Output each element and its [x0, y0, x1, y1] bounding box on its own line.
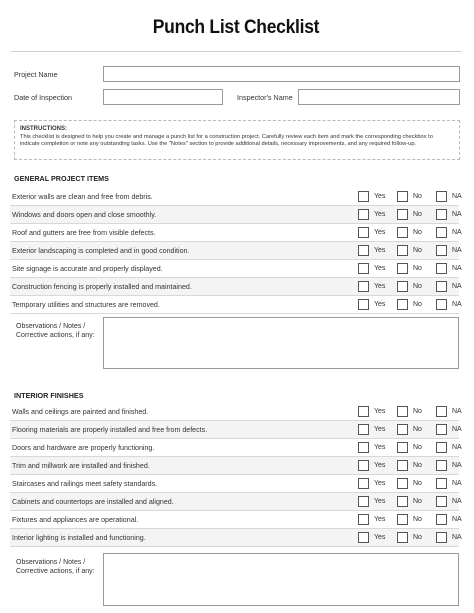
observations-field[interactable] [103, 317, 459, 369]
title-divider [11, 51, 462, 52]
inspector-name-label: Inspector's Name [237, 93, 293, 102]
checklist-item-text: Exterior walls are clean and free from debris. [12, 193, 153, 201]
checklist-row [10, 403, 462, 421]
section-title: GENERAL PROJECT ITEMS [14, 174, 109, 183]
yes-checkbox[interactable] [358, 406, 369, 417]
project-name-label: Project Name [14, 70, 58, 79]
checklist-item-text: Staircases and railings meet safety standards. [12, 480, 158, 488]
yes-label: Yes [374, 534, 386, 541]
checklist-row [10, 242, 462, 260]
na-label: NA [452, 193, 462, 200]
checklist-item-text: Walls and ceilings are painted and finished. [12, 408, 149, 416]
na-label: NA [452, 534, 462, 541]
no-label: No [413, 229, 422, 236]
yes-checkbox[interactable] [358, 227, 369, 238]
checklist-item-text: Interior lighting is installed and functioning. [12, 534, 146, 542]
yes-label: Yes [374, 462, 386, 469]
observations-label: Observations / Notes / Corrective actions, if any: [16, 323, 95, 339]
na-label: NA [452, 301, 462, 308]
instructions-text: This checklist is designed to help you create and manage a punch list for a construction project. Carefully review each item and mark the corresponding checkbox to indicate completion or note any outstanding tasks. Use the "Notes" section to provide additional details, necessary improvements, and any required follow-up. [20, 134, 433, 147]
date-of-inspection-label: Date of Inspection [14, 93, 72, 102]
na-checkbox[interactable] [436, 209, 447, 220]
no-checkbox[interactable] [397, 191, 408, 202]
instructions-box [14, 120, 460, 160]
checklist-row [10, 260, 462, 278]
no-label: No [413, 498, 422, 505]
checklist-row [10, 493, 462, 511]
na-checkbox[interactable] [436, 496, 447, 507]
checklist-item-text: Temporary utilities and structures are removed. [12, 301, 160, 309]
checklist-row [10, 421, 462, 439]
yes-checkbox[interactable] [358, 281, 369, 292]
checklist-item-text: Construction fencing is properly installed and maintained. [12, 283, 192, 291]
checklist-row [10, 296, 462, 314]
na-checkbox[interactable] [436, 245, 447, 256]
section-title: INTERIOR FINISHES [14, 391, 84, 400]
no-label: No [413, 211, 422, 218]
na-checkbox[interactable] [436, 281, 447, 292]
no-label: No [413, 426, 422, 433]
na-checkbox[interactable] [436, 532, 447, 543]
no-label: No [413, 444, 422, 451]
yes-label: Yes [374, 211, 386, 218]
no-label: No [413, 408, 422, 415]
na-label: NA [452, 408, 462, 415]
yes-label: Yes [374, 480, 386, 487]
no-label: No [413, 265, 422, 272]
na-label: NA [452, 265, 462, 272]
checklist-row [10, 278, 462, 296]
na-label: NA [452, 247, 462, 254]
no-checkbox[interactable] [397, 442, 408, 453]
na-checkbox[interactable] [436, 299, 447, 310]
yes-checkbox[interactable] [358, 460, 369, 471]
no-checkbox[interactable] [397, 496, 408, 507]
date-of-inspection-field[interactable] [103, 89, 223, 105]
yes-label: Yes [374, 426, 386, 433]
checklist-row [10, 529, 462, 547]
yes-checkbox[interactable] [358, 191, 369, 202]
yes-checkbox[interactable] [358, 424, 369, 435]
yes-checkbox[interactable] [358, 209, 369, 220]
na-checkbox[interactable] [436, 424, 447, 435]
checklist-row [10, 224, 462, 242]
na-checkbox[interactable] [436, 406, 447, 417]
no-checkbox[interactable] [397, 424, 408, 435]
yes-label: Yes [374, 229, 386, 236]
checklist-row [10, 439, 462, 457]
checklist-row [10, 511, 462, 529]
checklist-item-text: Roof and gutters are free from visible defects. [12, 229, 156, 237]
no-checkbox[interactable] [397, 406, 408, 417]
yes-label: Yes [374, 193, 386, 200]
inspector-name-field[interactable] [298, 89, 460, 105]
yes-checkbox[interactable] [358, 478, 369, 489]
no-label: No [413, 193, 422, 200]
no-checkbox[interactable] [397, 263, 408, 274]
checklist-item-text: Exterior landscaping is completed and in good condition. [12, 247, 190, 255]
yes-checkbox[interactable] [358, 299, 369, 310]
yes-checkbox[interactable] [358, 245, 369, 256]
yes-checkbox[interactable] [358, 442, 369, 453]
yes-checkbox[interactable] [358, 532, 369, 543]
no-label: No [413, 283, 422, 290]
yes-label: Yes [374, 516, 386, 523]
no-label: No [413, 462, 422, 469]
checklist-row [10, 188, 462, 206]
checklist-item-text: Fixtures and appliances are operational. [12, 516, 139, 524]
na-label: NA [452, 498, 462, 505]
na-checkbox[interactable] [436, 191, 447, 202]
no-checkbox[interactable] [397, 227, 408, 238]
yes-label: Yes [374, 444, 386, 451]
checklist-item-text: Site signage is accurate and properly displayed. [12, 265, 163, 273]
na-checkbox[interactable] [436, 514, 447, 525]
na-checkbox[interactable] [436, 227, 447, 238]
checklist-row [10, 457, 462, 475]
no-label: No [413, 247, 422, 254]
na-label: NA [452, 444, 462, 451]
no-checkbox[interactable] [397, 478, 408, 489]
checklist-item-text: Flooring materials are properly installed and free from defects. [12, 426, 208, 434]
checklist-item-text: Trim and millwork are installed and finished. [12, 462, 150, 470]
na-label: NA [452, 516, 462, 523]
yes-checkbox[interactable] [358, 514, 369, 525]
yes-checkbox[interactable] [358, 263, 369, 274]
no-checkbox[interactable] [397, 532, 408, 543]
na-checkbox[interactable] [436, 460, 447, 471]
yes-label: Yes [374, 498, 386, 505]
no-checkbox[interactable] [397, 209, 408, 220]
checklist-item-text: Windows and doors open and close smoothly. [12, 211, 157, 219]
yes-checkbox[interactable] [358, 496, 369, 507]
checklist-row [10, 206, 462, 224]
na-label: NA [452, 283, 462, 290]
yes-label: Yes [374, 247, 386, 254]
yes-label: Yes [374, 265, 386, 272]
instructions-heading: INSTRUCTIONS: [20, 126, 67, 132]
no-checkbox[interactable] [397, 281, 408, 292]
no-label: No [413, 534, 422, 541]
no-checkbox[interactable] [397, 514, 408, 525]
na-checkbox[interactable] [436, 263, 447, 274]
no-label: No [413, 516, 422, 523]
observations-label: Observations / Notes / Corrective actions, if any: [16, 559, 95, 575]
project-name-field[interactable] [103, 66, 460, 82]
no-label: No [413, 301, 422, 308]
na-checkbox[interactable] [436, 478, 447, 489]
yes-label: Yes [374, 301, 386, 308]
observations-field[interactable] [103, 553, 459, 606]
checklist-item-text: Cabinets and countertops are installed and aligned. [12, 498, 174, 506]
no-checkbox[interactable] [397, 245, 408, 256]
yes-label: Yes [374, 408, 386, 415]
no-checkbox[interactable] [397, 460, 408, 471]
no-checkbox[interactable] [397, 299, 408, 310]
na-label: NA [452, 229, 462, 236]
checklist-item-text: Doors and hardware are properly functioning. [12, 444, 155, 452]
checklist-row [10, 475, 462, 493]
na-label: NA [452, 462, 462, 469]
na-label: NA [452, 480, 462, 487]
na-label: NA [452, 211, 462, 218]
na-checkbox[interactable] [436, 442, 447, 453]
page-title: Punch List Checklist [152, 17, 320, 38]
no-label: No [413, 480, 422, 487]
yes-label: Yes [374, 283, 386, 290]
checklist-page [10, 0, 462, 52]
na-label: NA [452, 426, 462, 433]
